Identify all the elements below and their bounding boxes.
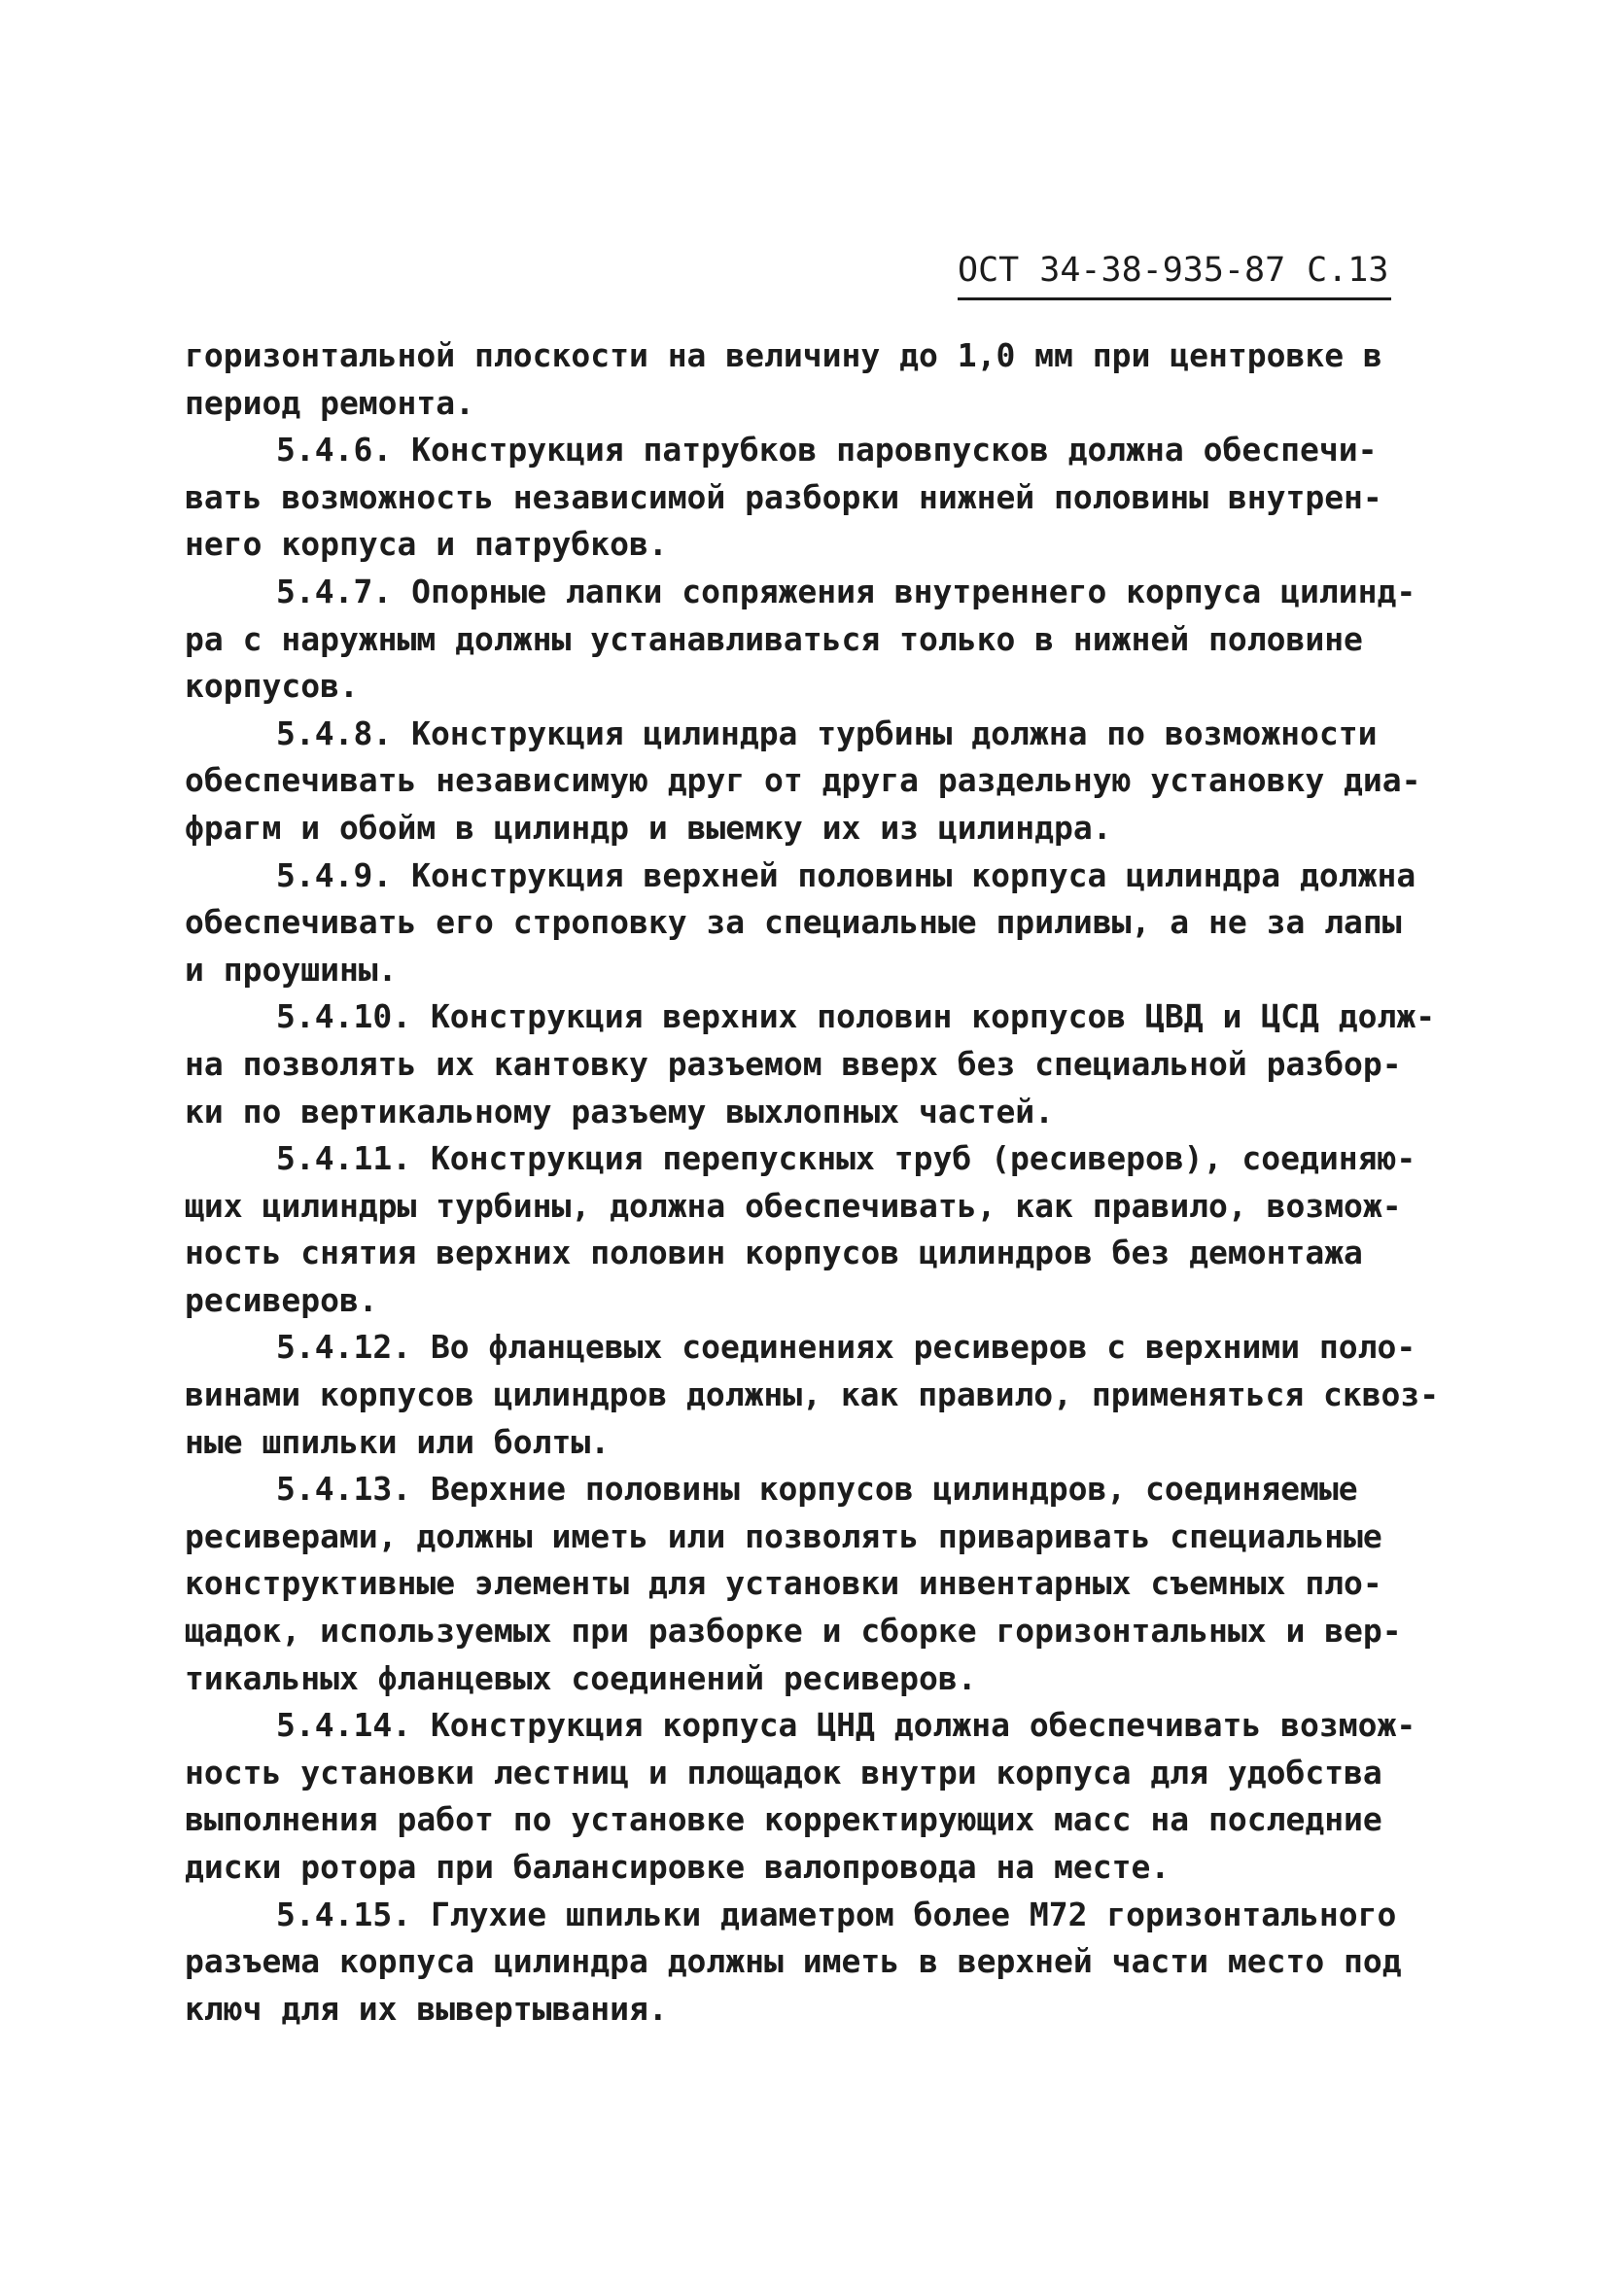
text-line: ки по вертикальному разъему выхлопных частей. bbox=[185, 1092, 1055, 1131]
text-line: 5.4.7. Опорные лапки сопряжения внутреннего корпуса цилинд- bbox=[276, 572, 1416, 610]
text-line: него корпуса и патрубков. bbox=[185, 525, 668, 564]
text-line: на позволять их кантовку разъемом вверх без специальной разбор- bbox=[185, 1044, 1402, 1083]
text-line: ресиверами, должны иметь или позволять приваривать специальные bbox=[185, 1516, 1382, 1555]
document-body bbox=[185, 332, 1439, 2033]
text-line: горизонтальной плоскости на величину до 1,0 мм при центровке в bbox=[185, 336, 1382, 374]
page-header bbox=[958, 251, 1391, 300]
text-line: ресиверов. bbox=[185, 1280, 378, 1319]
text-line: обеспечивать независимую друг от друга раздельную установку диа- bbox=[185, 761, 1421, 800]
text-line: 5.4.12. Во фланцевых соединениях ресиверов с верхними поло- bbox=[276, 1328, 1416, 1367]
text-line: 5.4.10. Конструкция верхних половин корпусов ЦВД и ЦСД долж- bbox=[276, 997, 1436, 1036]
text-line: тикальных фланцевых соединений ресиверов. bbox=[185, 1658, 977, 1697]
text-line: вать возможность независимой разборки нижней половины внутрен- bbox=[185, 477, 1382, 516]
text-line: и проушины. bbox=[185, 950, 398, 989]
text-line: 5.4.15. Глухие шпильки диаметром более М72 горизонтального bbox=[276, 1895, 1397, 1933]
text-line: обеспечивать его строповку за специальные приливы, а не за лапы bbox=[185, 903, 1402, 942]
text-line: щих цилиндры турбины, должна обеспечивать, как правило, возмож- bbox=[185, 1186, 1402, 1225]
text-line: 5.4.11. Конструкция перепускных труб (ресиверов), соединяю- bbox=[276, 1139, 1416, 1178]
text-line: выполнения работ по установке корректирующих масс на последние bbox=[185, 1800, 1382, 1839]
text-line: винами корпусов цилиндров должны, как правило, применяться сквоз- bbox=[185, 1375, 1440, 1414]
text-line: 5.4.8. Конструкция цилиндра турбины должна по возможности bbox=[276, 713, 1378, 752]
text-line: период ремонта. bbox=[185, 383, 475, 422]
text-line: 5.4.14. Конструкция корпуса ЦНД должна обеспечивать возмож- bbox=[276, 1706, 1416, 1745]
text-line: конструктивные элементы для установки инвентарных съемных пло- bbox=[185, 1564, 1382, 1603]
page-number: С.13 bbox=[1307, 251, 1389, 290]
text-line: ключ для их вывертывания. bbox=[185, 1989, 668, 2028]
text-line: 5.4.6. Конструкция патрубков паровпусков должна обеспечи- bbox=[276, 431, 1378, 470]
text-line: 5.4.9. Конструкция верхней половины корпуса цилиндра должна bbox=[276, 855, 1416, 894]
standard-number: ОСТ 34-38-935-87 bbox=[958, 251, 1286, 290]
text-line: фрагм и обойм в цилиндр и выемку их из цилиндра. bbox=[185, 808, 1112, 847]
text-line: ра с наружным должны устанавливаться только в нижней половине bbox=[185, 619, 1363, 658]
text-line: щадок, используемых при разборке и сборке горизонтальных и вер- bbox=[185, 1612, 1402, 1651]
text-line: ность установки лестниц и площадок внутри корпуса для удобства bbox=[185, 1753, 1382, 1792]
text-line: разъема корпуса цилиндра должны иметь в верхней части место под bbox=[185, 1942, 1402, 1981]
text-line: ные шпильки или болты. bbox=[185, 1422, 611, 1461]
text-line: диски ротора при балансировке валопровода на месте. bbox=[185, 1848, 1171, 1886]
text-line: ность снятия верхних половин корпусов цилиндров без демонтажа bbox=[185, 1234, 1363, 1272]
text-line: корпусов. bbox=[185, 667, 359, 706]
text-line: 5.4.13. Верхние половины корпусов цилиндров, соединяемые bbox=[276, 1470, 1358, 1509]
